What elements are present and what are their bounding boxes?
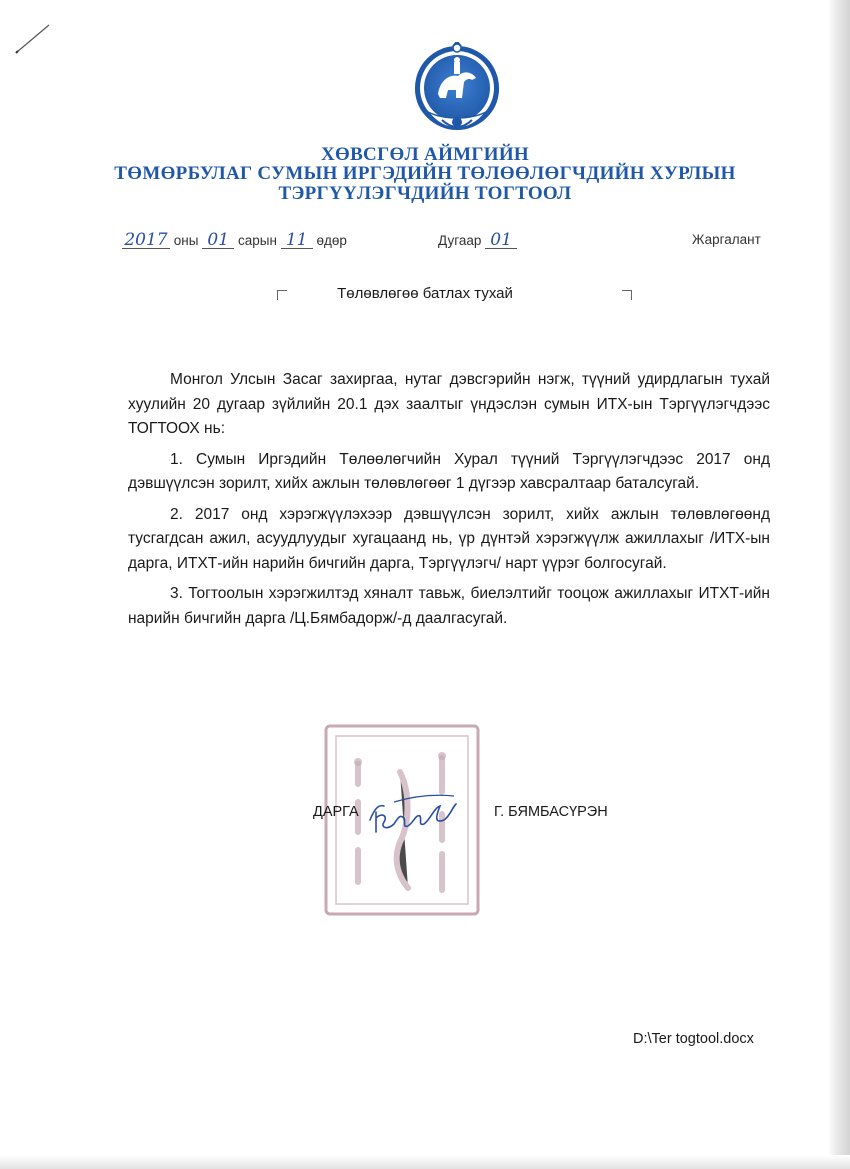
file-path: D:\Ter togtool.docx: [633, 1031, 754, 1047]
number-label: Дугаар: [438, 233, 482, 248]
document-number: [438, 232, 517, 249]
document-date: [122, 232, 347, 249]
date-day: 11: [281, 232, 313, 249]
date-year-suffix: оны: [173, 233, 199, 248]
org-heading-line-3: ТЭРГҮҮЛЭГЧДИЙН ТОГТООЛ: [278, 183, 572, 204]
subject-bracket-right: [622, 290, 632, 300]
date-month: 01: [202, 232, 234, 249]
date-day-suffix: өдөр: [316, 233, 347, 248]
signatory-name: Г. БЯМБАСҮРЭН: [494, 804, 608, 820]
body-intro: Монгол Улсын Засаг захиргаа, нутаг дэвсгэрийн нэгж, түүний удирдлагын тухай хуулийн 20 дугаар зүйлийн 20.1 дэх заалтыг үндэслэн сумын ИТХ-ын Тэргүүлэгчдээс ТОГТООХ нь:: [128, 371, 770, 437]
org-heading-line-1: ХӨВСГӨЛ АЙМГИЙН: [320, 144, 530, 165]
document-body: [128, 368, 770, 631]
date-year: 2017: [122, 232, 170, 249]
body-item-2: 2. 2017 онд хэрэгжүүлэхээр дэвшүүлсэн зорилт, хийх ажлын төлөвлөгөөнд тусгагдсан ажил, асуудлуудыг хугацаанд нь, үр дүнтэй хэрэгжүүлж ажиллахыг /ИТХ-ын дарга, ИТХТ-ийн нарийн бичгийн дарга, Тэргүүлэгч/ нарт үүрэг болгосугай.: [128, 505, 770, 572]
number-value: 01: [485, 232, 517, 249]
signatory-title: ДАРГА: [313, 804, 359, 820]
pen-mark: [14, 22, 54, 56]
body-item-3: 3. Тогтоолын хэрэгжилтэд хяналт тавьж, биелэлтийг тооцож ажиллахыг ИТХТ-ийн нарийн бичгийн дарга /Ц.Бямбадорж/-д даалгасугай.: [128, 585, 770, 627]
body-item-1: 1. Сумын Иргэдийн Төлөөлөгчийн Хурал түүний Тэргүүлэгчдээс 2017 онд дэвшүүлсэн зорилт, хийх ажлын төлөвлөгөөг 1 дүгээр хавсралтаар баталсугай.: [128, 450, 770, 492]
document-subject: Төлөвлөгөө батлах тухай: [337, 285, 513, 302]
scan-edge-bottom: [0, 1155, 850, 1169]
org-heading-line-2: ТӨМӨРБУЛАГ СУМЫН ИРГЭДИЙН ТӨЛӨӨЛӨГЧДИЙН ХУРЛЫН: [114, 163, 736, 184]
state-emblem-icon: [412, 42, 502, 138]
document-place: Жаргалант: [692, 232, 761, 247]
date-month-suffix: сарын: [237, 233, 277, 248]
handwritten-signature: [364, 790, 460, 842]
